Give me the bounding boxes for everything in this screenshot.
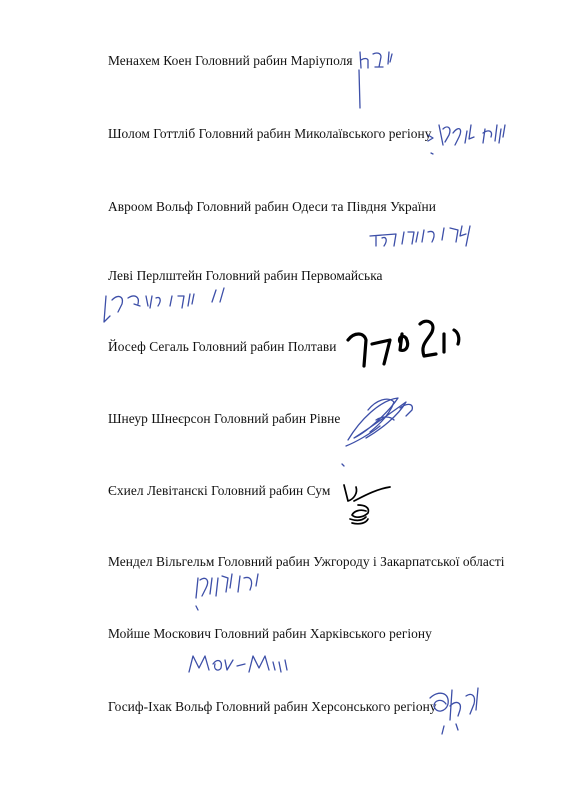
signature-poltava <box>340 310 485 380</box>
signature-mykolaiv <box>425 115 525 160</box>
signatory-line-pervomaisk: Леві Перлштейн Головний рабин Первомайська <box>108 268 383 283</box>
signatory-line-uzhhorod: Мендел Вільгельм Головний рабин Ужгороду і Закарпатської області <box>108 554 505 569</box>
signatory-line-sumy: Єхиел Левітанскі Головний рабин Сум <box>108 483 331 498</box>
signature-rivne <box>340 380 430 470</box>
signatory-line-odesa: Авроом Вольф Головний рабин Одеси та Півдня України <box>108 199 436 214</box>
signatory-line-mykolaiv: Шолом Готтліб Головний рабин Миколаївського регіону <box>108 126 432 141</box>
signatory-line-poltava: Йосеф Сегаль Головний рабин Полтави <box>108 339 337 354</box>
signature-kherson <box>426 684 496 744</box>
signatory-line-mariupol: Менахем Коен Головний рабин Маріуполя <box>108 53 353 68</box>
signature-pervomaisk <box>100 282 250 332</box>
signature-odesa <box>366 220 486 260</box>
signature-uzhhorod <box>192 566 272 616</box>
signatory-line-rivne: Шнеур Шнеєрсон Головний рабин Рівне <box>108 411 341 426</box>
signatory-line-kharkiv: Мойше Москович Головний рабин Харківського регіону <box>108 626 432 641</box>
signature-mariupol <box>355 40 405 120</box>
signature-kharkiv <box>185 650 295 680</box>
signatory-line-kherson: Госиф-Іхак Вольф Головний рабин Херсонського регіону <box>108 699 437 714</box>
signature-sumy <box>340 475 400 535</box>
